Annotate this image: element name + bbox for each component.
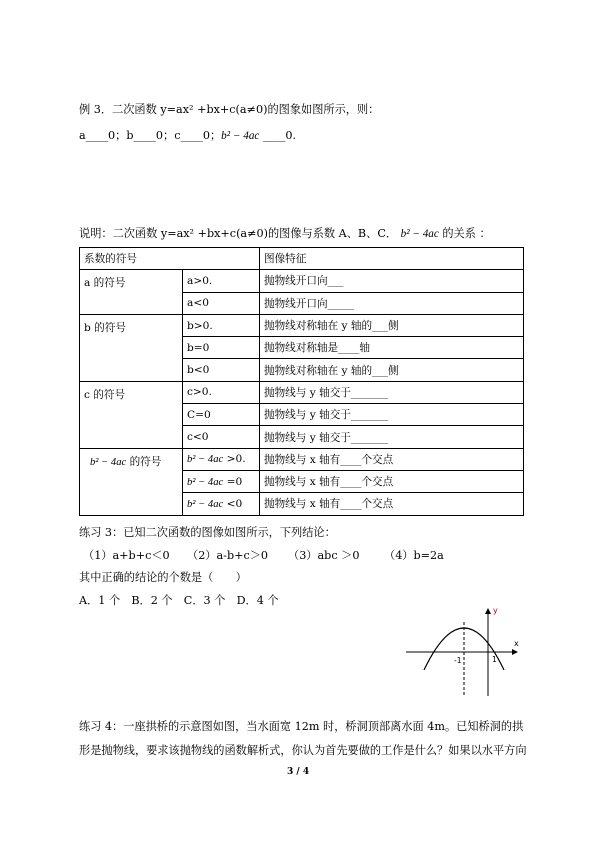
- condition-cell: b=0: [183, 337, 260, 359]
- condition-tail: >0.: [223, 453, 246, 466]
- table-row: [80, 381, 524, 403]
- note-text: 说明：二次函数 y=ax² +bx+c(a≠0)的图像与系数 A、B、C．: [79, 227, 401, 240]
- group-label-b: b 的符号: [80, 314, 183, 381]
- feature-cell: 抛物线与 y 轴交于_______: [260, 381, 524, 403]
- exercise3-option-3: （3）abc ＞0: [288, 549, 360, 562]
- feature-cell: 抛物线对称轴在 y 轴的___侧: [260, 314, 524, 336]
- exercise3-option-4: （4）b=2a: [384, 549, 444, 562]
- condition-cell: c<0: [183, 426, 260, 448]
- group-label-a: a 的符号: [80, 270, 183, 315]
- exercise3-title: 练习 3：已知二次函数的图像如图所示，下列结论：: [79, 526, 336, 539]
- exercise3-option-1: （1）a+b+c＜0: [83, 549, 170, 562]
- condition-cell: C=0: [183, 404, 260, 426]
- condition-cell: [183, 470, 260, 492]
- condition-cell: b>0.: [183, 314, 260, 336]
- feature-cell: 抛物线与 y 轴交于_______: [260, 426, 524, 448]
- exercise4-line-2: 形是抛物线，要求该抛物线的函数解析式，你认为首先要做的工作是什么？如果以水平方向: [79, 744, 527, 757]
- discriminant-expression: b² − 4ac: [187, 454, 224, 466]
- exercise4-line-1: 练习 4：一座拱桥的示意图如图，当水面宽 12m 时，桥洞顶部离水面 4m。已知桥洞的拱: [79, 720, 524, 733]
- y-axis-label: y: [493, 606, 498, 615]
- discriminant-expression: b² − 4ac: [400, 228, 439, 240]
- example3-blank-list: a____0；b____0；c____0；: [79, 129, 222, 142]
- coefficient-sign-table: [79, 247, 524, 516]
- tick-label-one: 1: [492, 655, 497, 664]
- example3-disc-blank: ____0.: [259, 129, 296, 142]
- header-graph-feature: 图像特征: [260, 248, 524, 270]
- condition-cell: [183, 448, 260, 470]
- condition-cell: b<0: [183, 359, 260, 381]
- condition-tail: =0: [223, 475, 243, 488]
- x-axis-arrow: [512, 649, 518, 655]
- feature-cell: 抛物线对称轴在 y 轴的___侧: [260, 359, 524, 381]
- example3-blanks: [79, 127, 296, 143]
- condition-cell: [183, 493, 260, 515]
- page-number: 3 / 4: [287, 767, 310, 777]
- condition-cell: a<0: [183, 292, 260, 314]
- group-label-discriminant: [80, 448, 183, 515]
- group-label-tail: 的符号: [126, 455, 162, 468]
- exercise3-question: 其中正确的结论的个数是（ ）: [79, 571, 247, 584]
- note-line: [79, 225, 491, 241]
- feature-cell: 抛物线开口向___: [260, 270, 524, 292]
- table-row: [80, 314, 524, 336]
- feature-cell: 抛物线与 y 轴交于_______: [260, 404, 524, 426]
- example3-title: 例 3．二次函数 y=ax² +bx+c(a≠0)的图象如图所示，则：: [79, 103, 380, 116]
- feature-cell: 抛物线与 x 轴有____个交点: [260, 448, 524, 470]
- tick-label-neg-one: -1: [454, 656, 462, 665]
- table-row: [80, 448, 524, 470]
- note-tail: 的关系 ：: [438, 227, 491, 240]
- x-axis-label: x: [514, 639, 519, 648]
- condition-cell: a>0.: [183, 270, 260, 292]
- table-row: [80, 270, 524, 292]
- feature-cell: 抛物线与 x 轴有____个交点: [260, 470, 524, 492]
- discriminant-expression: b² − 4ac: [221, 130, 260, 142]
- condition-cell: c>0.: [183, 381, 260, 403]
- feature-cell: 抛物线开口向_____: [260, 292, 524, 314]
- exercise3-option-2: （2）a-b+c＞0: [187, 549, 269, 562]
- condition-tail: <0: [223, 497, 243, 510]
- feature-cell: 抛物线对称轴是____轴: [260, 337, 524, 359]
- parabola-graph: [404, 600, 528, 700]
- feature-cell: 抛物线与 x 轴有____个交点: [260, 493, 524, 515]
- table-header-row: [80, 248, 524, 270]
- discriminant-expression: b² − 4ac: [90, 456, 127, 468]
- discriminant-expression: b² − 4ac: [187, 498, 224, 510]
- header-coefficient-sign: 系数的符号: [80, 248, 260, 270]
- y-axis-arrow: [485, 608, 491, 614]
- discriminant-expression: b² − 4ac: [187, 476, 224, 488]
- group-label-c: c 的符号: [80, 381, 183, 448]
- exercise3-choices: A．1 个 B．2 个 C．3 个 D．4 个: [79, 594, 279, 607]
